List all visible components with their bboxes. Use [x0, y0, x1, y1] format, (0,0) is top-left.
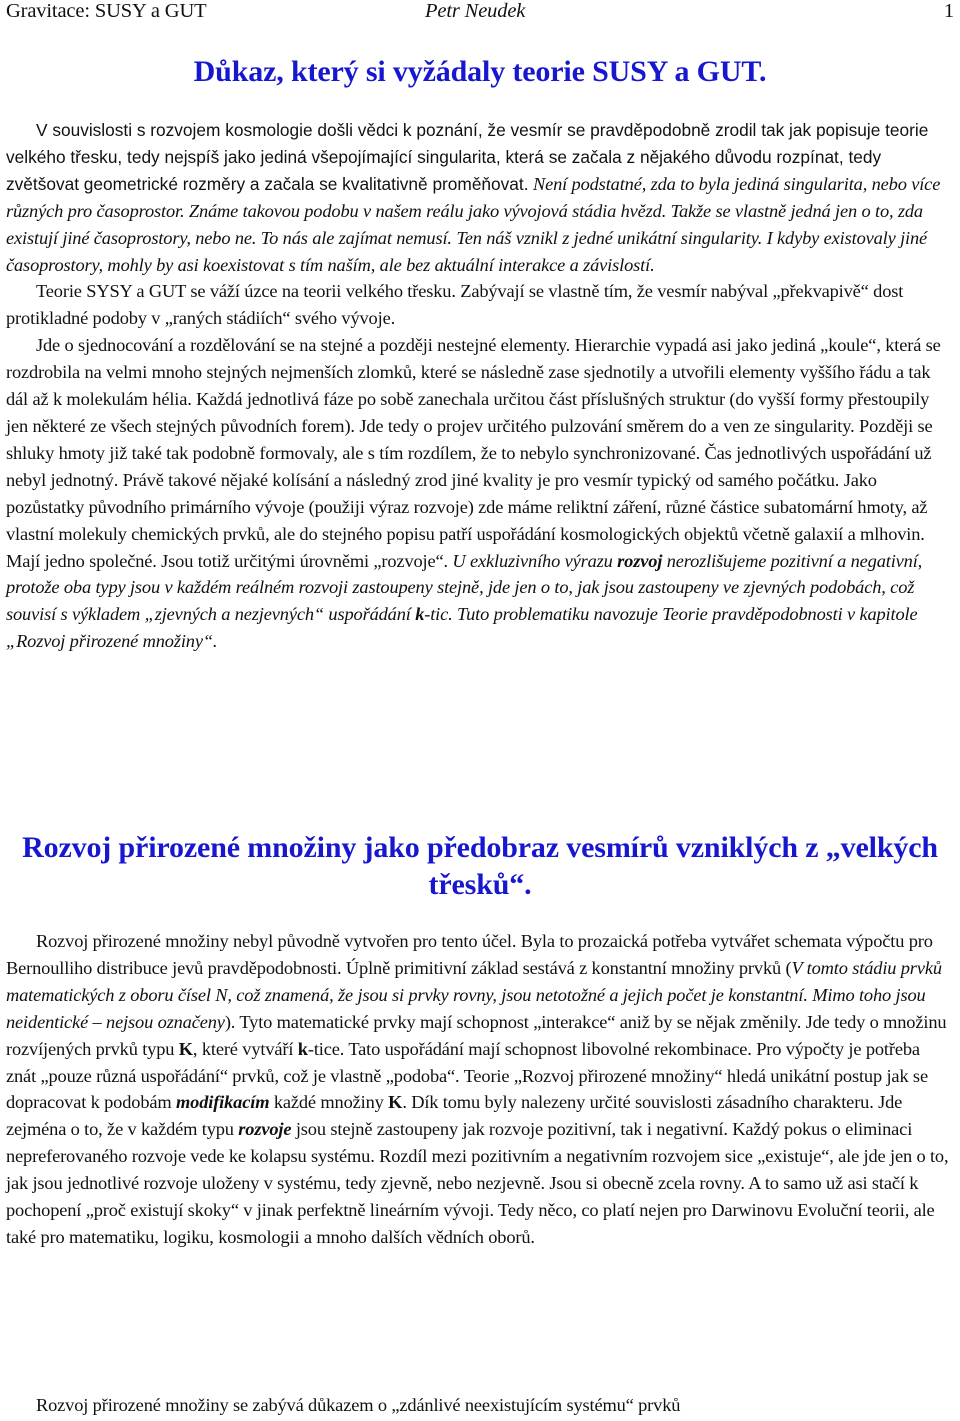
paragraph-3-italic-c: -tic. Tuto problematiku navozuje Teorie pravděpodobnosti v kapitole „Rozvoj přirozené množiny“. [6, 604, 918, 652]
paragraph-3-text: Jde o sjednocování a rozdělování se na stejné a později nestejné elementy. Hierarchie vypadá asi jako jediná „koule“, která se rozdrobila na velmi mnoho stejných nejmenších zlomků, které se následně zase sjednotily a utvořili elementy vyššího řádu a tak dál až k molekulám hélia. Každá jednotlivá fáze po sobě zanechala určitou část příslušných struktur (do vyšší formy přestoupily jen některé ze všech stejných původních forem). Jde tedy o projev určitého pulzování směrem do a ven ze singularity. Později se shluky hmoty již také tak podobně formovaly, ale s tím rozdílem, že to nebylo synchronizované. Čas jednotlivých uspořádání už nebyl jednotný. Právě takové nějaké kolísání a následný zrod jiné kvality je pro vesmír typický od samého počátku. Jako pozůstatky původního primárního vývoje (použiji výraz rozvoje) zde máme reliktní záření, různé částice subatomární hmoty, až vlastní molekuly chemických prvků, ale do stejného popisu patří uspořádání kosmologických objektů včetně galaxií a mlhovin. Mají jedno společné. Jsou totiž určitými úrovněmi „rozvoje“. [6, 335, 941, 571]
page-number: 1 [943, 0, 954, 22]
paragraph-4-part-e: , které vytváří [192, 1038, 294, 1059]
paragraph-1-sentence-1: V souvislosti s rozvojem kosmologie došli vědci k poznání, že vesmír se pravděpodobně zrodil tak jak popisuje teorie velkého třesku, tedy nejspíš jako jediná všepojímající singularita, která se začala z nějakého důvodu rozpínat, tedy zvětšovat geometrické rozměry a začala se kvalitativně proměňovat. [6, 120, 929, 194]
paragraph-3 [6, 332, 954, 655]
term-k-1: k [297, 1038, 308, 1059]
paragraph-4-part-a: Rozvoj přirozené množiny nebyl původně vytvořen pro tento účel. Byla to prozaická potřeba vytvářet schemata výpočtu pro Bernoulliho distribuce jevů pravděpodobnosti. Úplně primitivní základ sestává z konstantní množiny prvků ( [6, 931, 933, 978]
paragraph-4-part-i: každé množiny [273, 1092, 384, 1113]
paragraph-4-part-m: jsou stejně zastoupeny jak rozvoje pozitivní, tak i negativní. Každý pokus o eliminaci nepreferovaného rozvoje vede ke kolapsu systému. Rozdíl mezi pozitivním a negativním rozvojem sice „existuje“, ale jde jen o to, jak jsou jednotlivé rozvoje uloženy v systému, tedy zjevně, nebo nezjevně. Jsou si obecně zcela rovny. A to samo už asi stačí k pochopení „proč existují skoky“ v jinak perfektně lineárním vývoji. Tedy něco, co platí nejen pro Darwinovu Evoluční teorii, ale také pro matematiku, logiku, kosmologii a mnoho dalších vědních oborů. [6, 1119, 949, 1247]
term-K-2: K [388, 1092, 403, 1113]
paragraph-4-part-k: . Dík tomu byly nalezeny určité souvislosti zásadního charakteru. Jde zejména o to, že v každém typu [6, 1092, 903, 1140]
term-rozvoje: rozvoje [238, 1119, 292, 1140]
term-modifikacim: modifikacím [176, 1092, 270, 1113]
term-k: k [415, 604, 425, 625]
paragraph-3-italic-a: U exkluzivního výrazu [452, 550, 613, 571]
paragraph-3-italic-b: nerozlišujeme pozitivní a negativní, protože oba typy jsou v každém reálném rozvoji zastoupeny stejně, jde jen o to, jak jsou zastoupeny ve zjevných podobách, což souvisí s výkladem „zjevných a nezjevných“ uspořádání [6, 550, 923, 625]
paragraph-4-part-c: ). Tyto matematické prvky mají schopnost „interakce“ aniž by se nějak změnily. Jde tedy o množinu rozvíjených prvků typu [6, 1011, 947, 1059]
section-title-natural-set: Rozvoj přirozené množiny jako předobraz vesmírů vzniklých z „velkých třesků“. [22, 831, 938, 901]
section-body-2 [6, 928, 954, 1251]
section-body-1 [6, 117, 954, 655]
paragraph-5: Rozvoj přirozené množiny se zabývá důkazem o „zdánlivé neexistujícím systému“ prvků [36, 1395, 681, 1415]
section-title-proof: Důkaz, který si vyžádaly teorie SUSY a GUT. [193, 55, 767, 88]
term-K-1: K [178, 1038, 193, 1059]
paragraph-1-italic: Není podstatné, zda to byla jediná singularita, nebo více různých pro časoprostor. Známe takovou podobu v našem reálu jako vývojová stádia hvězd. Takže se vlastně jedná jen o to, zda existují jiné časoprostory, nebo ne. To nás ale zajímat nemusí. Ten náš vznikl z jedné unikátní singularity. I kdyby existovaly jiné časoprostory, mohly by asi koexistovat s tím naším, ale bez aktuální interakce a závislostí. [6, 173, 941, 275]
section-body-3 [6, 1392, 954, 1419]
paragraph-1 [6, 117, 954, 278]
paragraph-4-italic: V tomto stádiu prvků matematických z oboru čísel N, což znamená, že jsou si prvky rovny, jsou netotožné a jejich počet je konstantní. Mimo toho jsou neidentické – nejsou označeny [6, 957, 942, 1032]
page-header [0, 0, 960, 26]
header-title: Gravitace: SUSY a GUT [6, 0, 207, 22]
paragraph-2: Teorie SYSY a GUT se váží úzce na teorii velkého třesku. Zabývají se vlastně tím, že vesmír nabýval „překvapivě“ dost protikladné podoby v „raných stádiích“ svého vývoje. [6, 281, 904, 329]
paragraph-4-part-g: -tice. Tato uspořádání mají schopnost libovolné rekombinace. Pro výpočty je potřeba znát „pouze různá uspořádání“ prvků, což je vlastně „podoba“. Teorie „Rozvoj přirozené množiny“ hledá unikátní postup jak se dopracovat k podobám [6, 1038, 928, 1113]
paragraph-4 [6, 928, 954, 1251]
term-rozvoj: rozvoj [617, 550, 663, 571]
header-author: Petr Neudek [425, 0, 526, 22]
